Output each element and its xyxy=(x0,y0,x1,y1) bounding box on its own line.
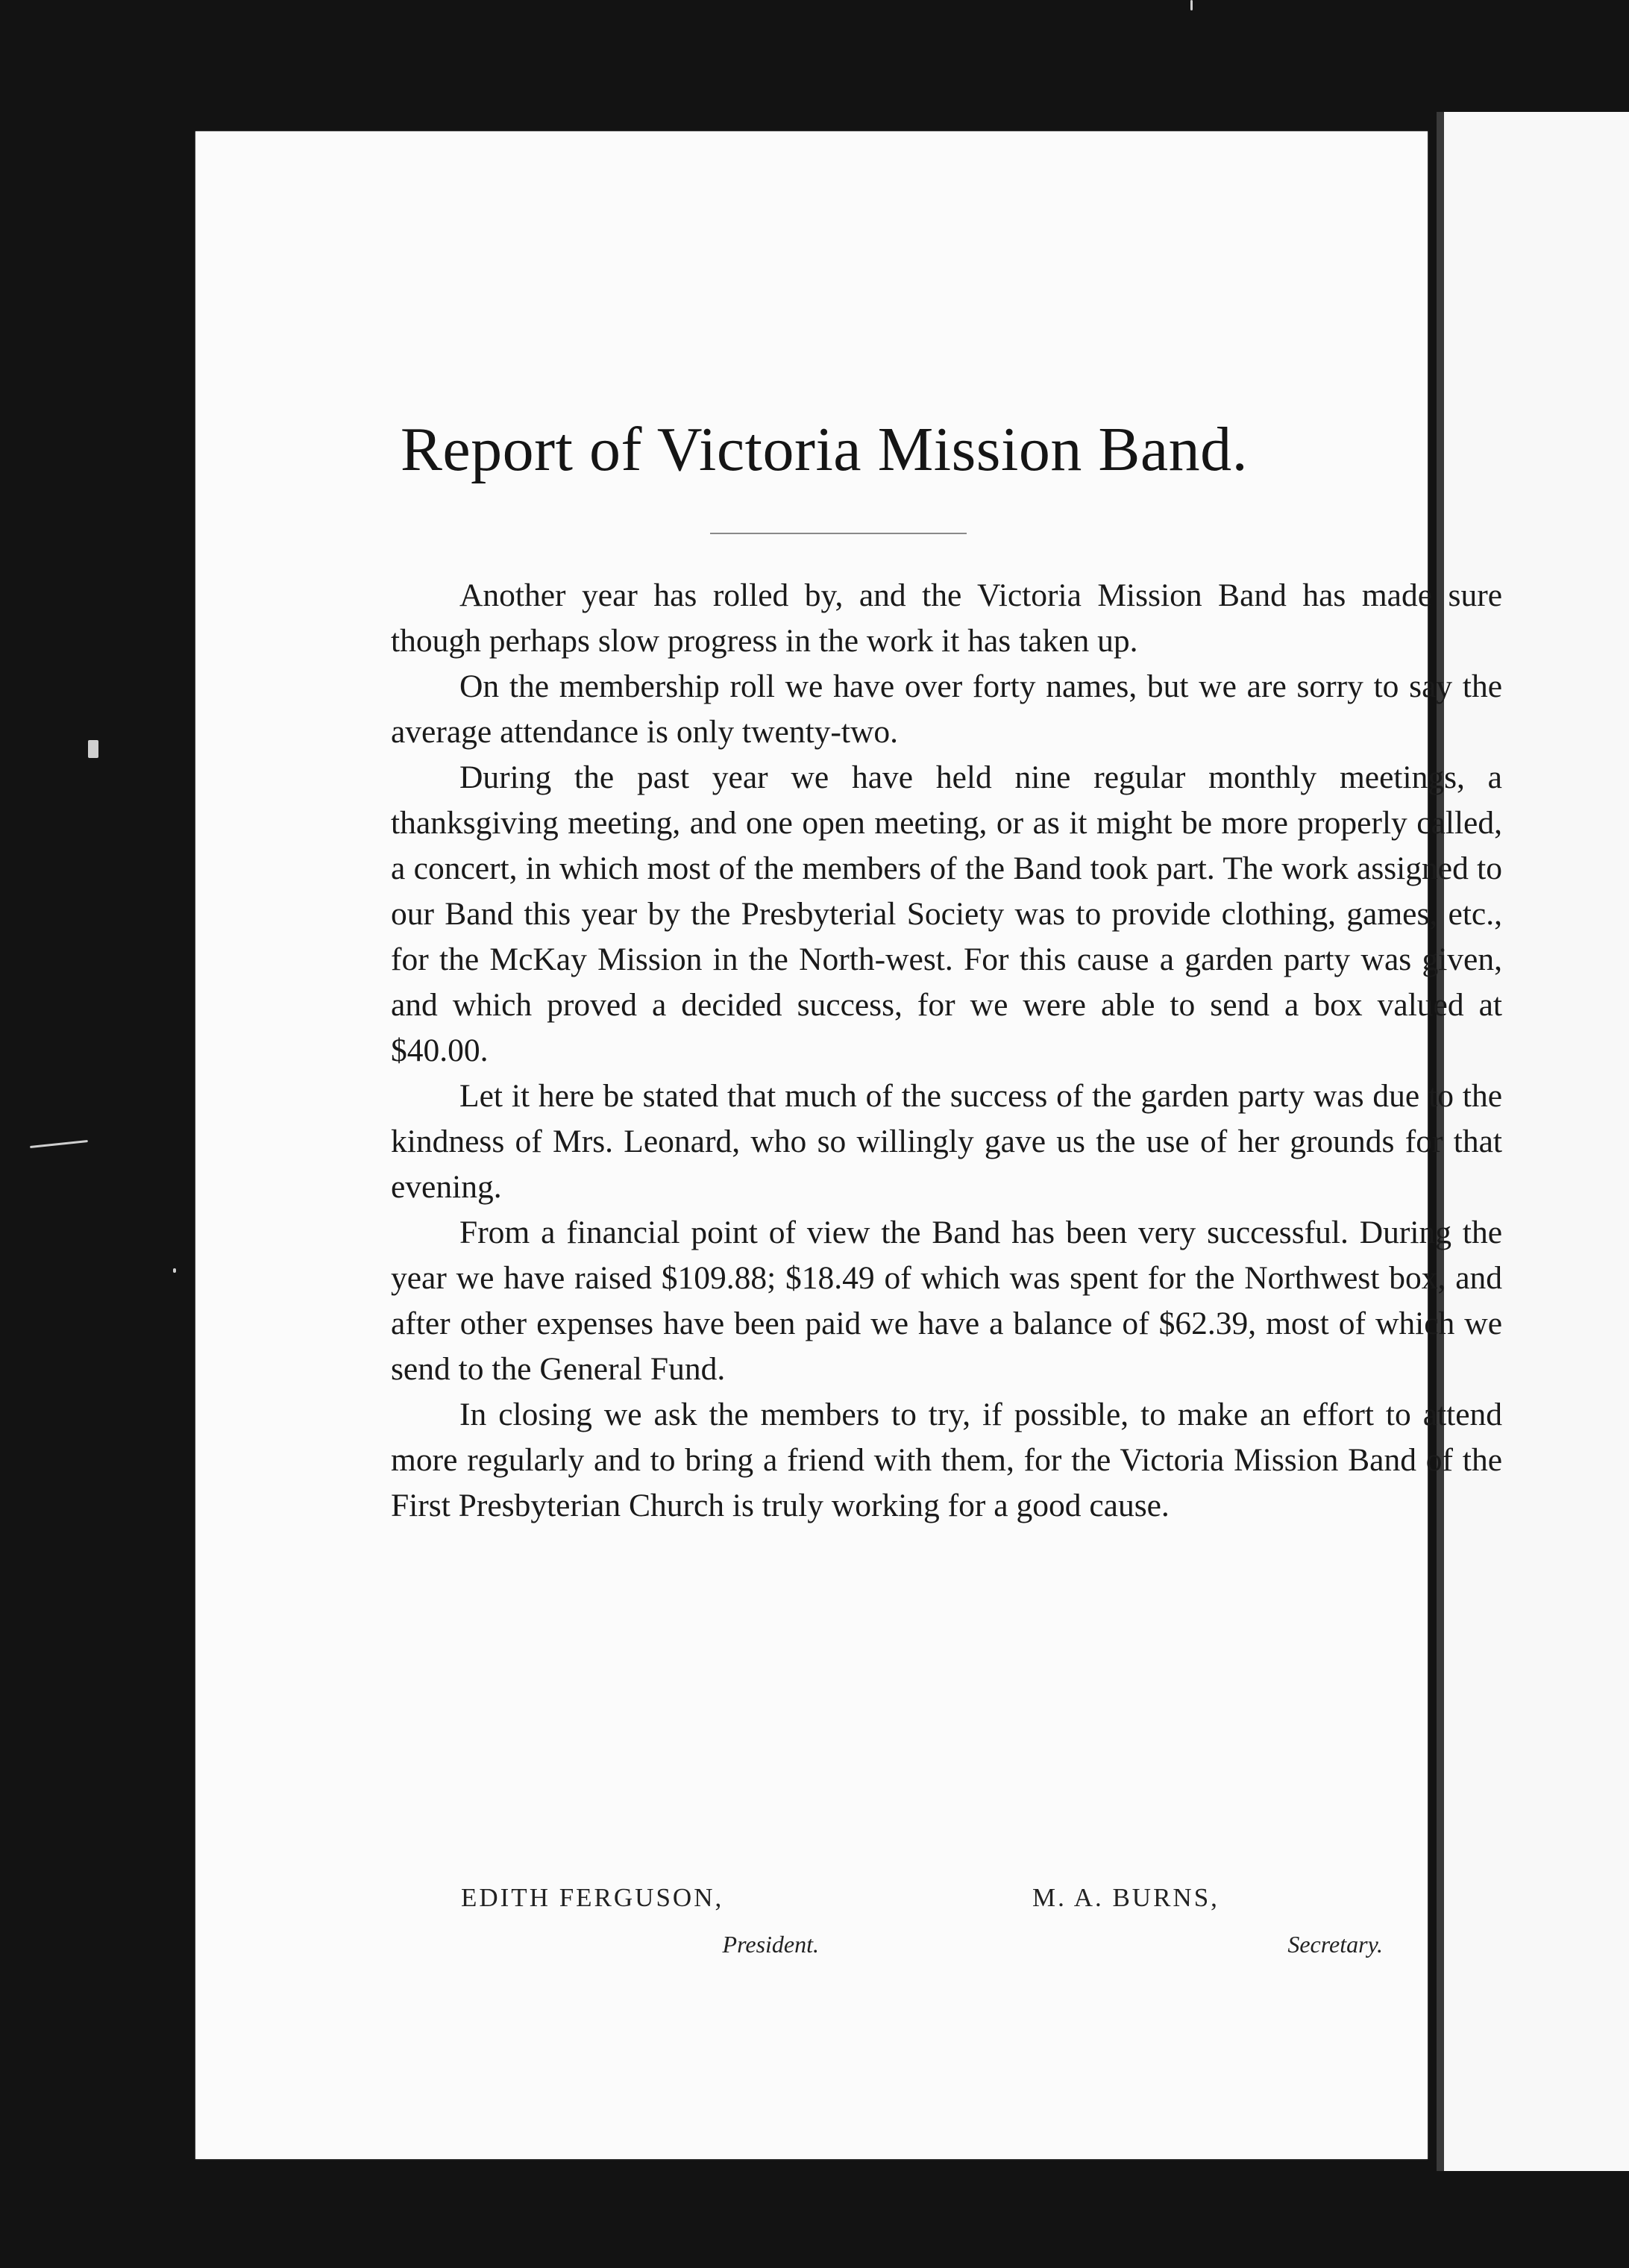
report-title: Report of Victoria Mission Band. xyxy=(400,415,1249,484)
paragraph: In closing we ask the members to try, if possible, to make an effort to attend more regularly and to bring a friend with them, for the Victoria Mission Band of the First Presbyterian Church is truly working for a good cause. xyxy=(391,1397,1502,1523)
dust-speck xyxy=(88,740,98,758)
paragraph: Another year has rolled by, and the Victoria Mission Band has made sure though perhaps slow progress in the work it has taken up. xyxy=(391,577,1502,659)
paragraph: Let it here be stated that much of the success of the garden party was due to the kindness of Mrs. Leonard, who so willingly gave us the use of her grounds for that evening. xyxy=(391,1078,1502,1205)
president-name: EDITH FERGUSON, xyxy=(461,1883,724,1912)
president-signature xyxy=(461,1883,879,1958)
report-body xyxy=(391,573,1502,1529)
secretary-role: Secretary. xyxy=(1287,1931,1383,1958)
title-divider xyxy=(710,533,967,534)
president-role: President. xyxy=(722,1931,819,1958)
signature-block xyxy=(391,1883,1502,1973)
document-page xyxy=(195,131,1502,2159)
paragraph: From a financial point of view the Band has been very successful. During the year we have raised $109.88; $18.49 of which was spent for the Northwest box, and after other expenses have been paid we have a balance of $62.39, most of which we send to the General Fund. xyxy=(391,1215,1502,1387)
dust-speck xyxy=(30,1140,88,1148)
dust-speck xyxy=(173,1268,176,1273)
paragraph: During the past year we have held nine regular monthly meetings, a thanksgiving meeting, and one open meeting, or as it might be more properly called, a concert, in which most of the members of the Band took part. The work assigned to our Band this year by the Presbyterial Society was to provide clothing, games, etc., for the McKay Mission in the North-west. For this cause a garden party was given, and which proved a decided success, for we were able to send a box valued at $40.00. xyxy=(391,759,1502,1068)
secretary-signature xyxy=(1032,1883,1383,1958)
secretary-name: M. A. BURNS, xyxy=(1032,1883,1220,1912)
paragraph: On the membership roll we have over forty names, but we are sorry to say the average attendance is only twenty-two. xyxy=(391,668,1502,750)
dust-speck xyxy=(1190,0,1193,10)
